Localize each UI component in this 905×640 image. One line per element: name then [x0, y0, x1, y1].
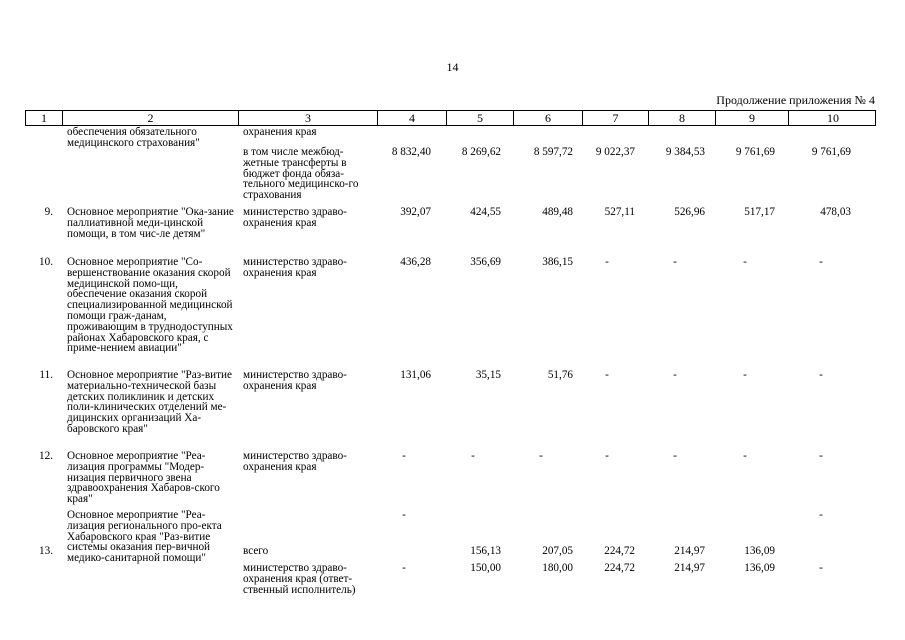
value-col-9: 9 761,69	[735, 146, 775, 158]
row-number: 11.	[39, 369, 53, 381]
row-name: Основное мероприятие "Ока-зание паллиативной меди-цинской помощи, в том чис-ле детям"	[67, 206, 234, 240]
header-col-10: 10	[788, 111, 877, 125]
header-col-6: 6	[513, 111, 582, 125]
value-col-7: -	[605, 369, 609, 381]
continuation-caption: Продолжение приложения № 4	[716, 93, 875, 107]
value-col-6: 8 597,72	[533, 146, 573, 158]
value-col-9: -	[743, 256, 747, 268]
value-col-8: 526,96	[674, 206, 705, 218]
value-col-4: -	[402, 562, 406, 574]
row-name: Основное мероприятие "Раз-витие материально-технической базы детских поликлиник и детских поли-клинических отделений ме-дицинских организаций Ха-баровского края"	[67, 369, 232, 435]
value-col-6: -	[539, 450, 543, 462]
value-col-8: -	[673, 369, 677, 381]
row-name: Основное мероприятие "Реа-лизация регионального про-екта Хабаровского края "Раз-витие системы оказания пер-вичной медико-санитарной помощи"	[67, 509, 222, 565]
value-col-10: 478,03	[820, 206, 851, 218]
value-col-4: 436,28	[400, 256, 431, 268]
row-executor: в том числе межбюд-жетные трансферты в бюджет фонда обяза-тельного медицинско-го страхования	[243, 146, 359, 202]
row-executor: министерство здраво-охранения края	[243, 369, 347, 392]
value-col-4-top: -	[402, 509, 406, 521]
value-col-5: 8 269,62	[461, 146, 501, 158]
header-col-1: 1	[41, 111, 47, 125]
row-executor: министерство здраво-охранения края	[243, 450, 347, 473]
value-col-5: 150,00	[470, 562, 501, 574]
row-number: 10.	[39, 256, 53, 268]
header-col-8: 8	[648, 111, 715, 125]
value-col-9: 136,09	[744, 562, 775, 574]
value-col-8: -	[673, 450, 677, 462]
row-executor: министерство здраво-охранения края	[243, 206, 347, 229]
value-col-8: 9 384,53	[665, 146, 705, 158]
value-col-4: 131,06	[400, 369, 431, 381]
row-name: Основное мероприятие "Со-вершенствование оказания скорой медицинской помо-щи, обеспечение оказания скорой специализированной медицинской помощи граж-данам, проживающим в труднодоступных районах Хабаровского края, с приме-нением авиации"	[67, 256, 233, 355]
value-col-4: 8 832,40	[391, 146, 431, 158]
header-col-7: 7	[582, 111, 648, 125]
row-executor: министерство здраво-охранения края	[243, 256, 347, 279]
value-col-10: -	[819, 450, 823, 462]
value-col-8: 214,97	[674, 562, 705, 574]
header-col-5: 5	[446, 111, 513, 125]
value-col-5: 424,55	[470, 206, 501, 218]
row-number: 12.	[39, 450, 53, 462]
header-col-2: 2	[62, 111, 238, 125]
row-number: 9.	[44, 206, 53, 218]
value-col-5: 356,69	[470, 256, 501, 268]
value-col-10: -	[819, 256, 823, 268]
value-col-7: -	[605, 256, 609, 268]
total-col-5: 156,13	[470, 545, 501, 557]
value-col-10: 9 761,69	[811, 146, 851, 158]
value-col-5: 35,15	[475, 369, 501, 381]
header-col-4: 4	[377, 111, 446, 125]
value-col-9: 517,17	[744, 206, 775, 218]
value-col-9: -	[743, 369, 747, 381]
value-col-6: 489,48	[542, 206, 573, 218]
row-name: Основное мероприятие "Реа-лизация программы "Модер-низация первичного звена здравоохранения Хабаров-ского края"	[67, 450, 220, 506]
value-col-7: 9 022,37	[595, 146, 635, 158]
row-total-label: всего	[243, 545, 269, 557]
value-col-5: -	[471, 450, 475, 462]
budget-table	[25, 110, 876, 630]
value-col-4: 392,07	[400, 206, 431, 218]
value-col-10: -	[819, 562, 823, 574]
row-executor-top: охранения края	[243, 126, 317, 138]
row-executor: министерство здраво-охранения края (ответ-ственный исполнитель)	[243, 562, 356, 596]
value-col-6: 51,76	[547, 369, 573, 381]
total-col-8: 214,97	[674, 545, 705, 557]
page-number: 14	[446, 60, 459, 74]
total-col-6: 207,05	[542, 545, 573, 557]
value-col-7: 224,72	[604, 562, 635, 574]
value-col-9: -	[743, 450, 747, 462]
header-col-3: 3	[238, 111, 377, 125]
value-col-6: 386,15	[542, 256, 573, 268]
value-col-10-top: -	[819, 509, 823, 521]
value-col-4: -	[402, 450, 406, 462]
value-col-10: -	[819, 369, 823, 381]
header-col-9: 9	[715, 111, 788, 125]
total-col-7: 224,72	[604, 545, 635, 557]
total-col-9: 136,09	[744, 545, 775, 557]
value-col-7: 527,11	[604, 206, 635, 218]
row-name: обеспечения обязательного медицинского страхования"	[67, 126, 200, 149]
row-number: 13.	[39, 545, 53, 557]
value-col-6: 180,00	[542, 562, 573, 574]
value-col-8: -	[673, 256, 677, 268]
table-header-row	[25, 110, 876, 126]
value-col-7: -	[605, 450, 609, 462]
